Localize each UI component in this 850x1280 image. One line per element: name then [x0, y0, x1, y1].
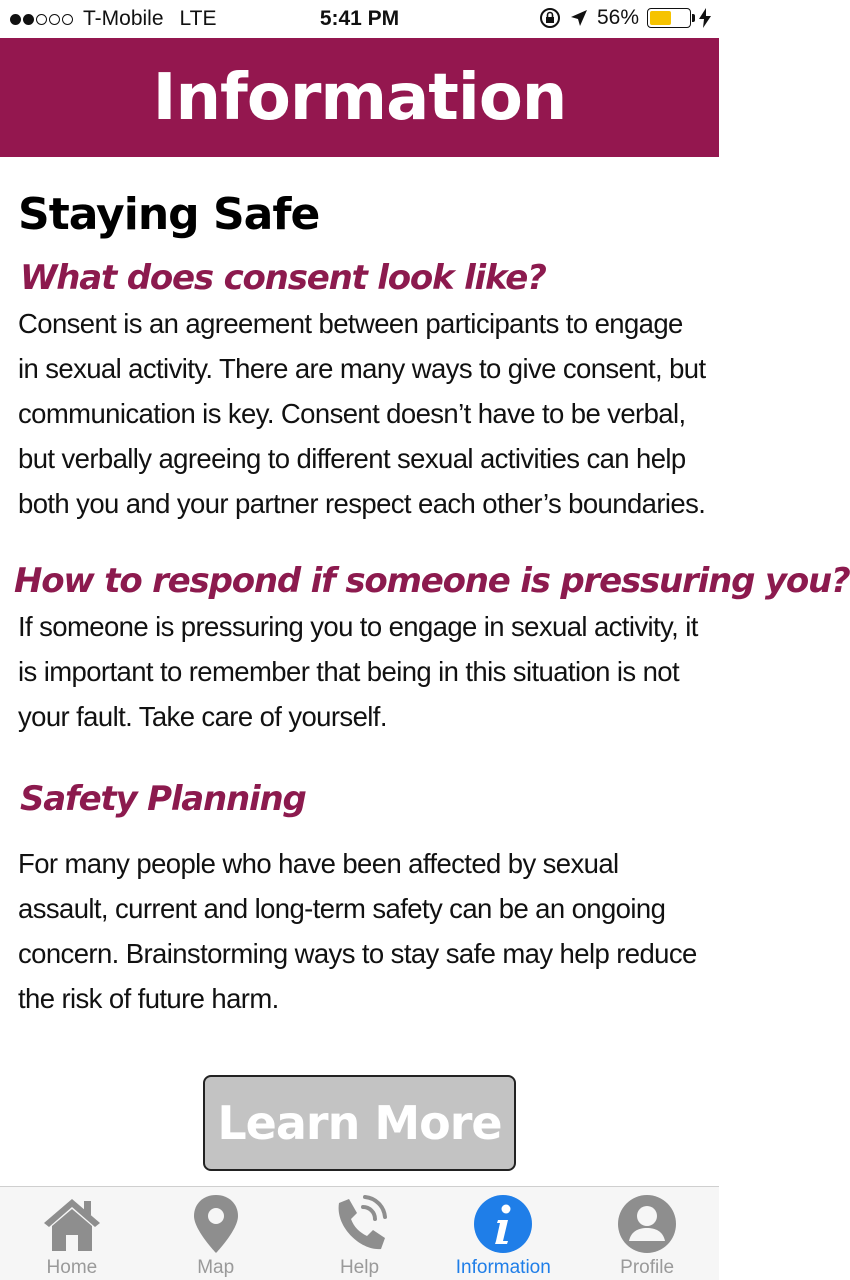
- battery-icon: [647, 8, 691, 28]
- phone-icon: [327, 1193, 391, 1255]
- section-consent: [18, 256, 708, 526]
- learn-more-label: Learn More: [217, 1096, 502, 1150]
- section-body: If someone is pressuring you to engage in sexual activity, it is important to remember that being in this situation is not your fault. Take care of yourself.: [18, 611, 698, 732]
- tab-map[interactable]: [144, 1187, 288, 1280]
- section-heading: Safety Planning: [20, 779, 306, 819]
- header-title: Information: [152, 60, 567, 135]
- tab-label: Map: [197, 1257, 235, 1278]
- tab-information[interactable]: [431, 1187, 575, 1280]
- content-area: [14, 180, 850, 1021]
- carrier-name: T-Mobile: [83, 7, 164, 30]
- tab-home[interactable]: [0, 1187, 144, 1280]
- status-bar: [0, 0, 719, 38]
- tab-label: Help: [339, 1257, 380, 1278]
- info-icon: [471, 1193, 535, 1255]
- tab-label: Information: [455, 1257, 551, 1278]
- section-heading: How to respond if someone is pressuring you?: [14, 561, 850, 601]
- tab-help[interactable]: [288, 1187, 432, 1280]
- learn-more-button[interactable]: [203, 1075, 516, 1171]
- battery-percent: 56%: [596, 6, 639, 29]
- map-pin-icon: [184, 1193, 248, 1255]
- home-icon: [40, 1193, 104, 1255]
- rotation-lock-icon: [539, 7, 561, 29]
- network-type: LTE: [179, 7, 217, 30]
- section-heading: What does consent look like?: [20, 258, 546, 298]
- section-safety-planning: [18, 777, 708, 1021]
- status-right: [539, 6, 711, 30]
- section-body: Consent is an agreement between participants to engage in sexual activity. There are many ways to give consent, but communication is key. Consent doesn’t have to be verbal, but verbally agreeing to different sexual activities can help both you and your partner respect each other’s boundaries.: [18, 308, 706, 519]
- location-arrow-icon: [569, 8, 589, 28]
- status-time: 5:41 PM: [319, 7, 400, 30]
- charging-bolt-icon: [699, 8, 711, 28]
- app-header: [0, 38, 719, 157]
- tab-bar: [0, 1186, 719, 1280]
- profile-icon: [615, 1193, 679, 1255]
- tab-profile[interactable]: [575, 1187, 719, 1280]
- tab-label: Home: [46, 1257, 98, 1278]
- section-pressure: [14, 559, 850, 739]
- battery-fill: [650, 11, 671, 25]
- tab-label: Profile: [620, 1257, 675, 1278]
- page-title: Staying Safe: [18, 189, 320, 240]
- section-body: For many people who have been affected by sexual assault, current and long-term safety can be an ongoing concern. Brainstorming ways to stay safe may help reduce the risk of future harm.: [18, 848, 697, 1014]
